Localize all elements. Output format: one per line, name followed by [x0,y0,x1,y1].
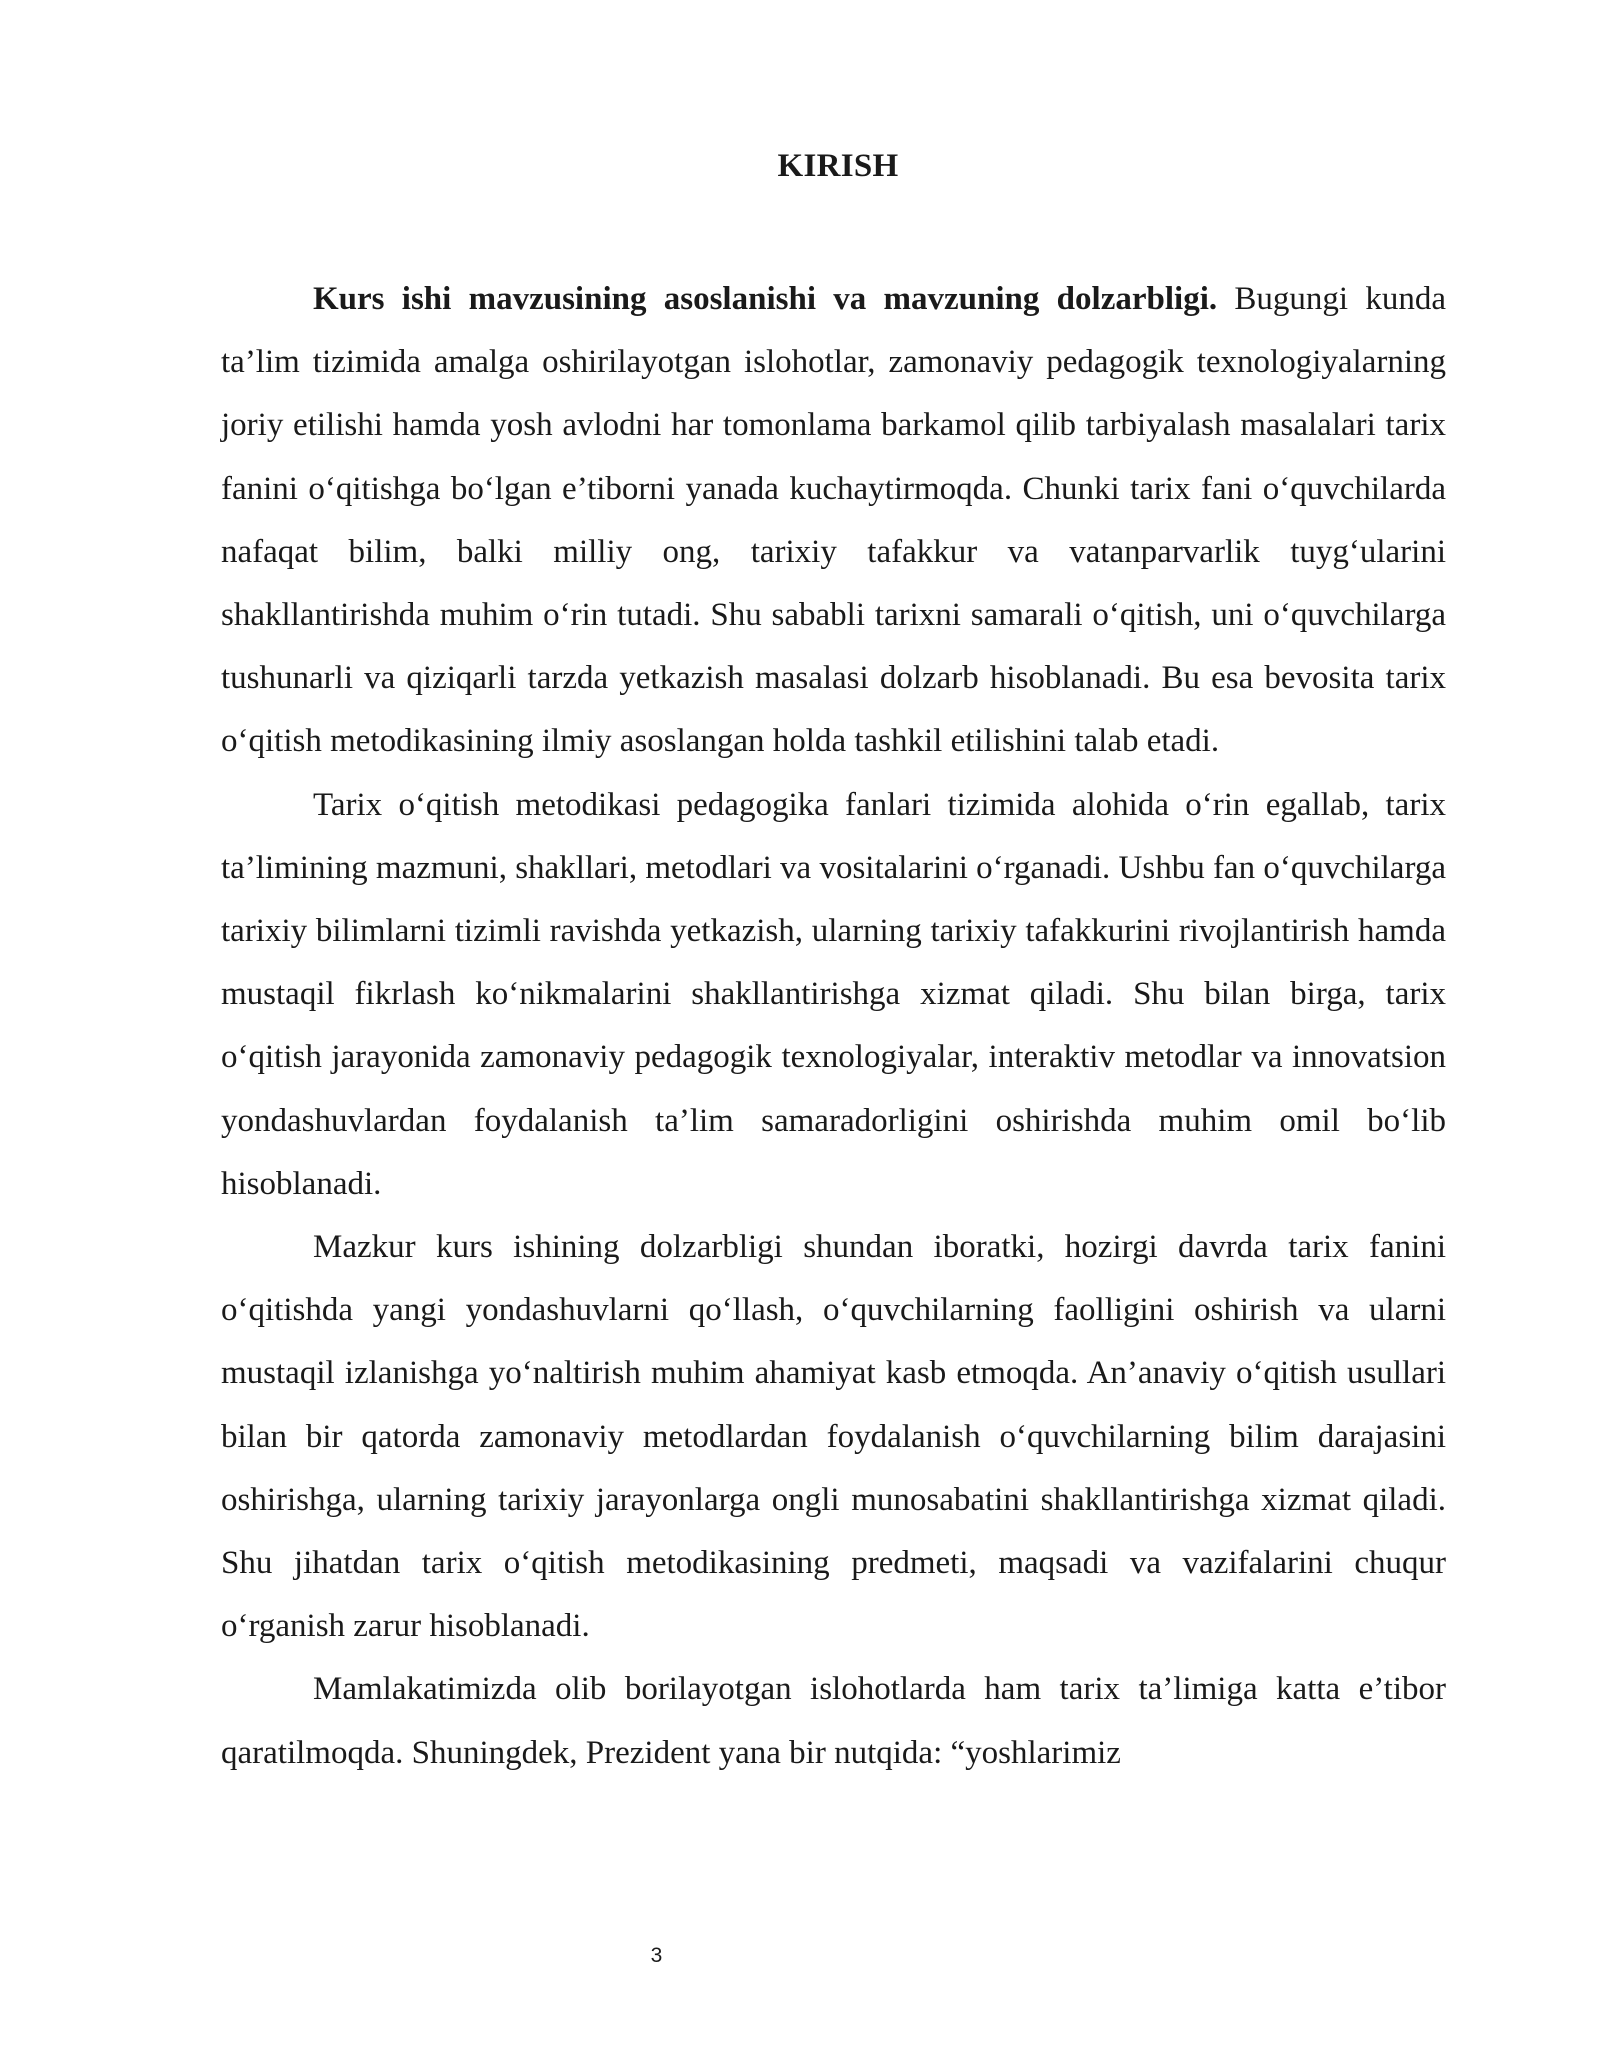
paragraph-2: Tarix o‘qitish metodikasi pedagogika fanlari tizimida alohida o‘rin egallab, tarix ta’limining mazmuni, shakllari, metodlari va vositalarini o‘rganadi. Ushbu fan o‘quvchilarga tarixiy bilimlarni tizimli ravishda yetkazish, ularning tarixiy tafakkurini rivojlantirish hamda mustaqil fikrlash ko‘nikmalarini shakllantirishga xizmat qiladi. Shu bilan birga, tarix o‘qitish jarayonida zamonaviy pedagogik texnologiyalar, interaktiv metodlar va innovatsion yondashuvlardan foydalanish ta’lim samaradorligini oshirishda muhim omil bo‘lib hisoblanadi. [221,786,1446,1202]
page-number: 3 [650,1944,663,1967]
paragraph-lead-heading: Kurs ishi mavzusining asoslanishi va mavzuning dolzarbligi. [313,281,1218,317]
document-body [221,268,1446,1785]
paragraph-4: Mamlakatimizda olib borilayotgan islohotlarda ham tarix ta’limiga katta e’tibor qaratilmoqda. Shuningdek, Prezident yana bir nutqida: “yoshlarimiz [221,1671,1446,1771]
page-title: KIRISH [777,148,899,184]
paragraph-1 [221,268,1446,774]
paragraph-1-text: Bugungi kunda ta’lim tizimida amalga oshirilayotgan islohotlar, zamonaviy pedagogik texnologiyalarning joriy etilishi hamda yosh avlodni har tomonlama barkamol qilib tarbiyalash masalalari tarix fanini o‘qitishga bo‘lgan e’tiborni yanada kuchaytirmoqda. Chunki tarix fani o‘quvchilarda nafaqat bilim, balki milliy ong, tarixiy tafakkur va vatanparvarlik tuyg‘ularini shakllantirishda muhim o‘rin tutadi. Shu sababli tarixni samarali o‘qitish, uni o‘quvchilarga tushunarli va qiziqarli tarzda yetkazish masalasi dolzarb hisoblanadi. Bu esa bevosita tarix o‘qitish metodikasining ilmiy asoslangan holda tashkil etilishini talab etadi. [221,281,1446,760]
paragraph-3: Mazkur kurs ishining dolzarbligi shundan iboratki, hozirgi davrda tarix fanini o‘qitishda yangi yondashuvlarni qo‘llash, o‘quvchilarning faolligini oshirish va ularni mustaqil izlanishga yo‘naltirish muhim ahamiyat kasb etmoqda. An’anaviy o‘qitish usullari bilan bir qatorda zamonaviy metodlardan foydalanish o‘quvchilarning bilim darajasini oshirishga, ularning tarixiy jarayonlarga ongli munosabatini shakllantirishga xizmat qiladi. Shu jihatdan tarix o‘qitish metodikasining predmeti, maqsadi va vazifalarini chuqur o‘rganish zarur hisoblanadi. [221,1229,1446,1645]
